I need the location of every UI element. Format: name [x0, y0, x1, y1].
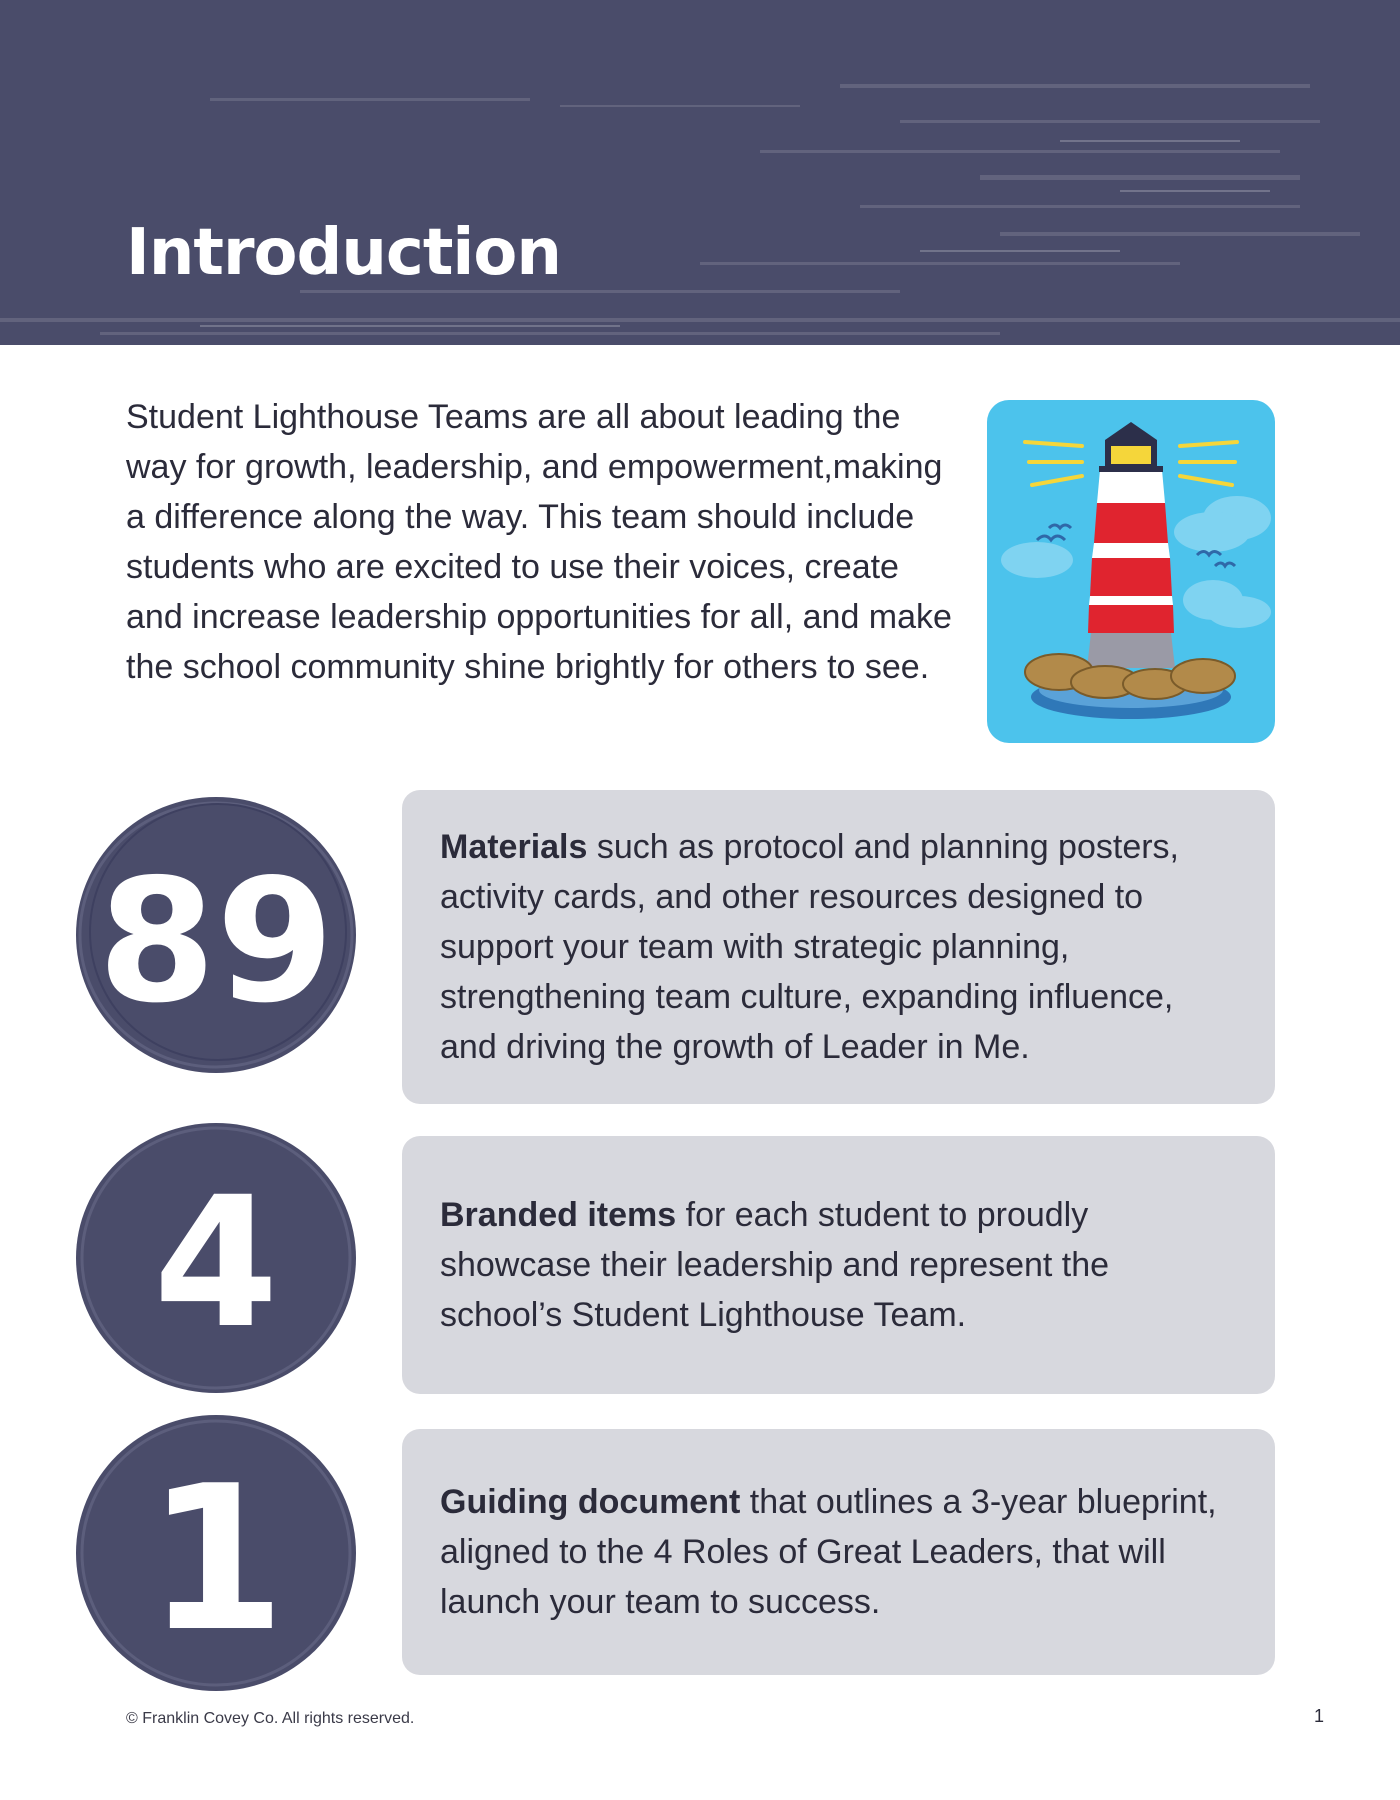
- stat-description: [440, 822, 1237, 1072]
- footer-copyright: © Franklin Covey Co. All rights reserved.: [126, 1710, 415, 1727]
- stat-badge: [68, 1408, 364, 1698]
- intro-paragraph: Student Lighthouse Teams are all about leading the way for growth, leadership, and empowerment,making a difference along the way. This team should include students who are excited to use their voices, create and increase leadership opportunities for all, and make the school community shine brightly for others to see.: [126, 398, 952, 686]
- stat-bold-label: Guiding document: [440, 1483, 741, 1521]
- stat-bold-label: Materials: [440, 828, 588, 866]
- stat-card: [402, 1429, 1275, 1675]
- stat-description: [440, 1477, 1237, 1627]
- stat-body: such as protocol and planning posters, activity cards, and other resources designed to support your team with strategic planning, strengthening team culture, expanding influence, and driving the growth of Leader in Me.: [440, 828, 1180, 1066]
- stat-body: that outlines a 3-year blueprint, aligned to the 4 Roles of Great Leaders, that will launch your team to success.: [440, 1483, 1217, 1621]
- page-number: 1: [1314, 1706, 1325, 1726]
- stat-bold-label: Branded items: [440, 1196, 677, 1234]
- stat-card: [402, 790, 1275, 1104]
- lighthouse-illustration: [987, 400, 1275, 743]
- brush-texture: [0, 0, 1400, 345]
- stat-card: [402, 1136, 1275, 1394]
- page-title: Introduction: [126, 216, 561, 290]
- stat-number: 89: [97, 843, 335, 1041]
- stat-badge: [68, 1115, 364, 1400]
- header-band: [0, 0, 1400, 345]
- stat-number: 4: [153, 1159, 279, 1368]
- stat-badge: [68, 790, 364, 1080]
- stat-description: [440, 1190, 1237, 1340]
- stat-body: for each student to proudly showcase their leadership and represent the school’s Student Lighthouse Team.: [440, 1196, 1110, 1334]
- stat-number: 1: [146, 1443, 286, 1676]
